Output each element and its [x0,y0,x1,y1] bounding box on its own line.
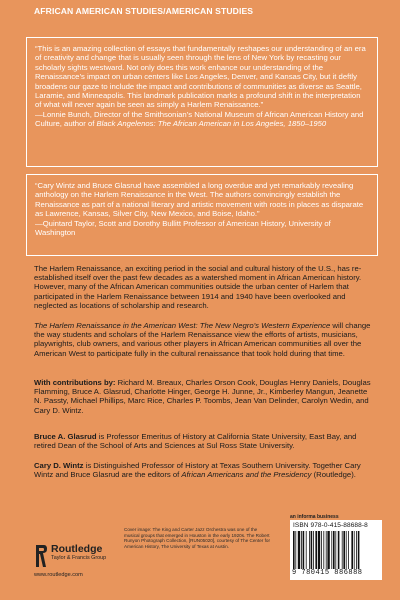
barcode-bar [311,531,313,569]
publisher-logo [34,543,124,583]
informa-tagline: an informa business [290,514,339,520]
barcode-bar [342,531,343,569]
publisher-name: Routledge [51,543,103,555]
barcode-bar [335,531,336,569]
barcode-bar [331,531,332,569]
barcode-bar [298,531,300,569]
barcode-bar [309,531,310,569]
barcode-bar [295,531,296,569]
barcode-bar [348,531,349,569]
quote-text: “Cary Wintz and Bruce Glasrud have assembled a long overdue and yet remarkably revealing anthology on the Harlem Renaissance in the West. The authors convincingly establish the Renaissance as part of a national literary and artistic movement with roots in places as disparate as Lawrence, Kansas, Silver City, New Mexico, and Boise, Idaho.” [35,181,364,219]
review-quote-taylor [26,174,378,256]
editor-bio-glasrud: Bruce A. Glasrud is Professor Emeritus of History at California State University, East Bay, and retired Dean of the School of Arts and Sciences at Sul Ross State University. [34,432,357,451]
barcode-bar [303,531,305,569]
barcode-bar [318,531,320,569]
barcode-bar [293,531,295,569]
description-paragraph: The Harlem Renaissance, an exciting period in the social and cultural history of the U.S., has re-established itself over the past few decades as a watershed moment in African American history. However, many of the African American communities outside the urban center of Harlem that participated in the Harlem Renaissance between 1914 and 1940 have been overlooked and neglected as locations of scholarship and research. [34,264,362,310]
contributors-paragraph: With contributions by: Richard M. Breaux, Charles Orson Cook, Douglas Henry Daniels, Douglas Flamming, Bruce A. Glasrud, Charlotte Hinger, George H. Junne, Jr., Kimberley Mangun, Jeanette N. Passty, Michael Phillips, Marc Rice, Charles P. Toombs, Jean Van Delinder, Carolyn Wedin, and Cary D. Wintz. [34,378,371,415]
barcode-bar [313,531,314,569]
cover-image-credit: Cover image: The King and Carter Jazz Orchestra was one of the musical groups that emerged in Houston in the early 1920s. The Robert Runyon Photograph Collection, [RUN05020], courtesy of The Center for American History, The University of Texas at Austin. [124,527,270,549]
barcode-digits: 9 780415 886888 [292,569,363,577]
barcode-bar [356,531,357,569]
publisher-group: Taylor & Francis Group [51,555,107,561]
barcode-bar [351,531,353,569]
barcode-bar [343,531,345,569]
barcode-bar [346,531,347,569]
review-quote-bunch [26,37,378,167]
barcode-bar [326,531,327,569]
barcode-bar [327,531,329,569]
description-paragraph: The Harlem Renaissance in the American West: The New Negro’s Western Experience will change the way students and scholars of the Harlem Renaissance view the efforts of artists, musicians, playwrights, club owners, and various other players in African American communities all over the American West to participate fully in the cultural renaissance that took hold during that time. [34,321,371,358]
barcode-bar [354,531,355,569]
isbn-label: ISBN 978-0-415-88688-8 [293,522,368,529]
barcode-bar [333,531,335,569]
quote-attribution: —Quintard Taylor, Scott and Dorothy Bullitt Professor of American History, University of Washington [35,218,331,238]
barcode-bar [306,531,307,569]
barcode-icon [293,531,379,569]
quote-text: “This is an amazing collection of essays that fundamentally reshapes our understanding of an era of creativity and change that is usually seen through the lens of New York by recasting our scholarly sights westward. Not only does this work enhance our understanding of the Renaissance’s impact on urban centers like Los Angeles, Denver, and Kansas City, but it deftly broadens our gaze to include the impact and contributions of communities as diverse as Seattle, Laramie, and Minneapolis. This landmark publication marks a profound shift in the interpretation of what will never again be seen as simply a Harlem Renaissance.” [35,44,366,110]
publisher-url: www.routledge.com [34,572,83,578]
routledge-logo-icon [34,543,48,569]
isbn-barcode-panel [290,520,382,580]
barcode-bar [301,531,302,569]
category-label: AFRICAN AMERICAN STUDIES/AMERICAN STUDIES [34,6,254,16]
barcode-bar [338,531,340,569]
quote-attribution: —Lonnie Bunch, Director of the Smithsonian’s National Museum of African American History and Culture, author of Black Angelenos: The African American in Los Angeles, 1850–1950 [35,109,364,129]
editor-bio-wintz: Cary D. Wintz is Distinguished Professor of History at Texas Southern University. Together Cary Wintz and Bruce Glasrud are the editors of African Americans and the Presidency (Routledge). [34,461,361,480]
barcode-bar [321,531,322,569]
barcode-bar [358,531,360,569]
barcode-bar [323,531,324,569]
barcode-bar [315,531,317,569]
